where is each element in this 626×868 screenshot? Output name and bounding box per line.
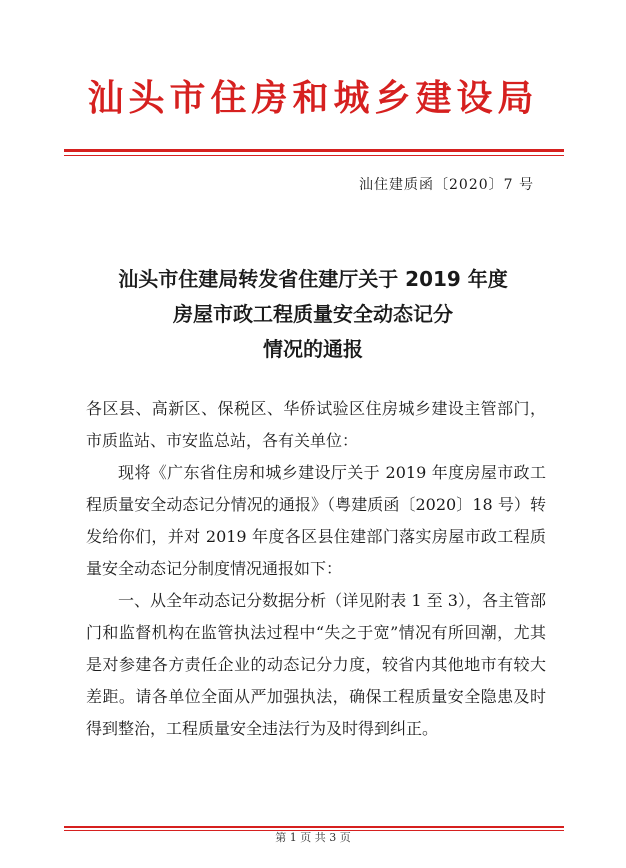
title-line-2: 房屋市政工程质量安全动态记分	[173, 302, 453, 326]
salutation: 各区县、高新区、保税区、华侨试验区住房城乡建设主管部门，市质监站、市安监总站，各有关单位：	[86, 399, 546, 450]
title-line-1: 汕头市住建局转发省住建厅关于 2019 年度	[118, 267, 508, 291]
letterhead-red-rule-thick	[64, 149, 564, 152]
document-number: 汕住建质函〔2020〕7 号	[359, 177, 534, 193]
footer-red-rule-thick	[64, 826, 564, 828]
letterhead-red-rule-thin	[64, 155, 564, 156]
title-line-3: 情况的通报	[263, 337, 363, 361]
paragraph-1: 现将《广东省住房和城乡建设厅关于 2019 年度房屋市政工程质量安全动态记分情况的通报》（粤建质函〔2020〕18 号）转发给你们，并对 2019 年度各区县住建部门落实房屋市政工程质量安全动态记分制度情况通报如下：	[86, 463, 546, 578]
agency-letterhead: 汕头市住房和城乡建设局	[87, 77, 539, 119]
document-body	[86, 393, 546, 745]
page-number: 第 1 页 共 3 页	[275, 831, 351, 844]
paragraph-2: 一、从全年动态记分数据分析（详见附表 1 至 3），各主管部门和监督机构在监管执法过程中“失之于宽”情况有所回潮，尤其是对参建各方责任企业的动态记分力度，较省内其他地市有较大差距。请各单位全面从严加强执法，确保工程质量安全隐患及时得到整治，工程质量安全违法行为及时得到纠正。	[86, 591, 546, 738]
